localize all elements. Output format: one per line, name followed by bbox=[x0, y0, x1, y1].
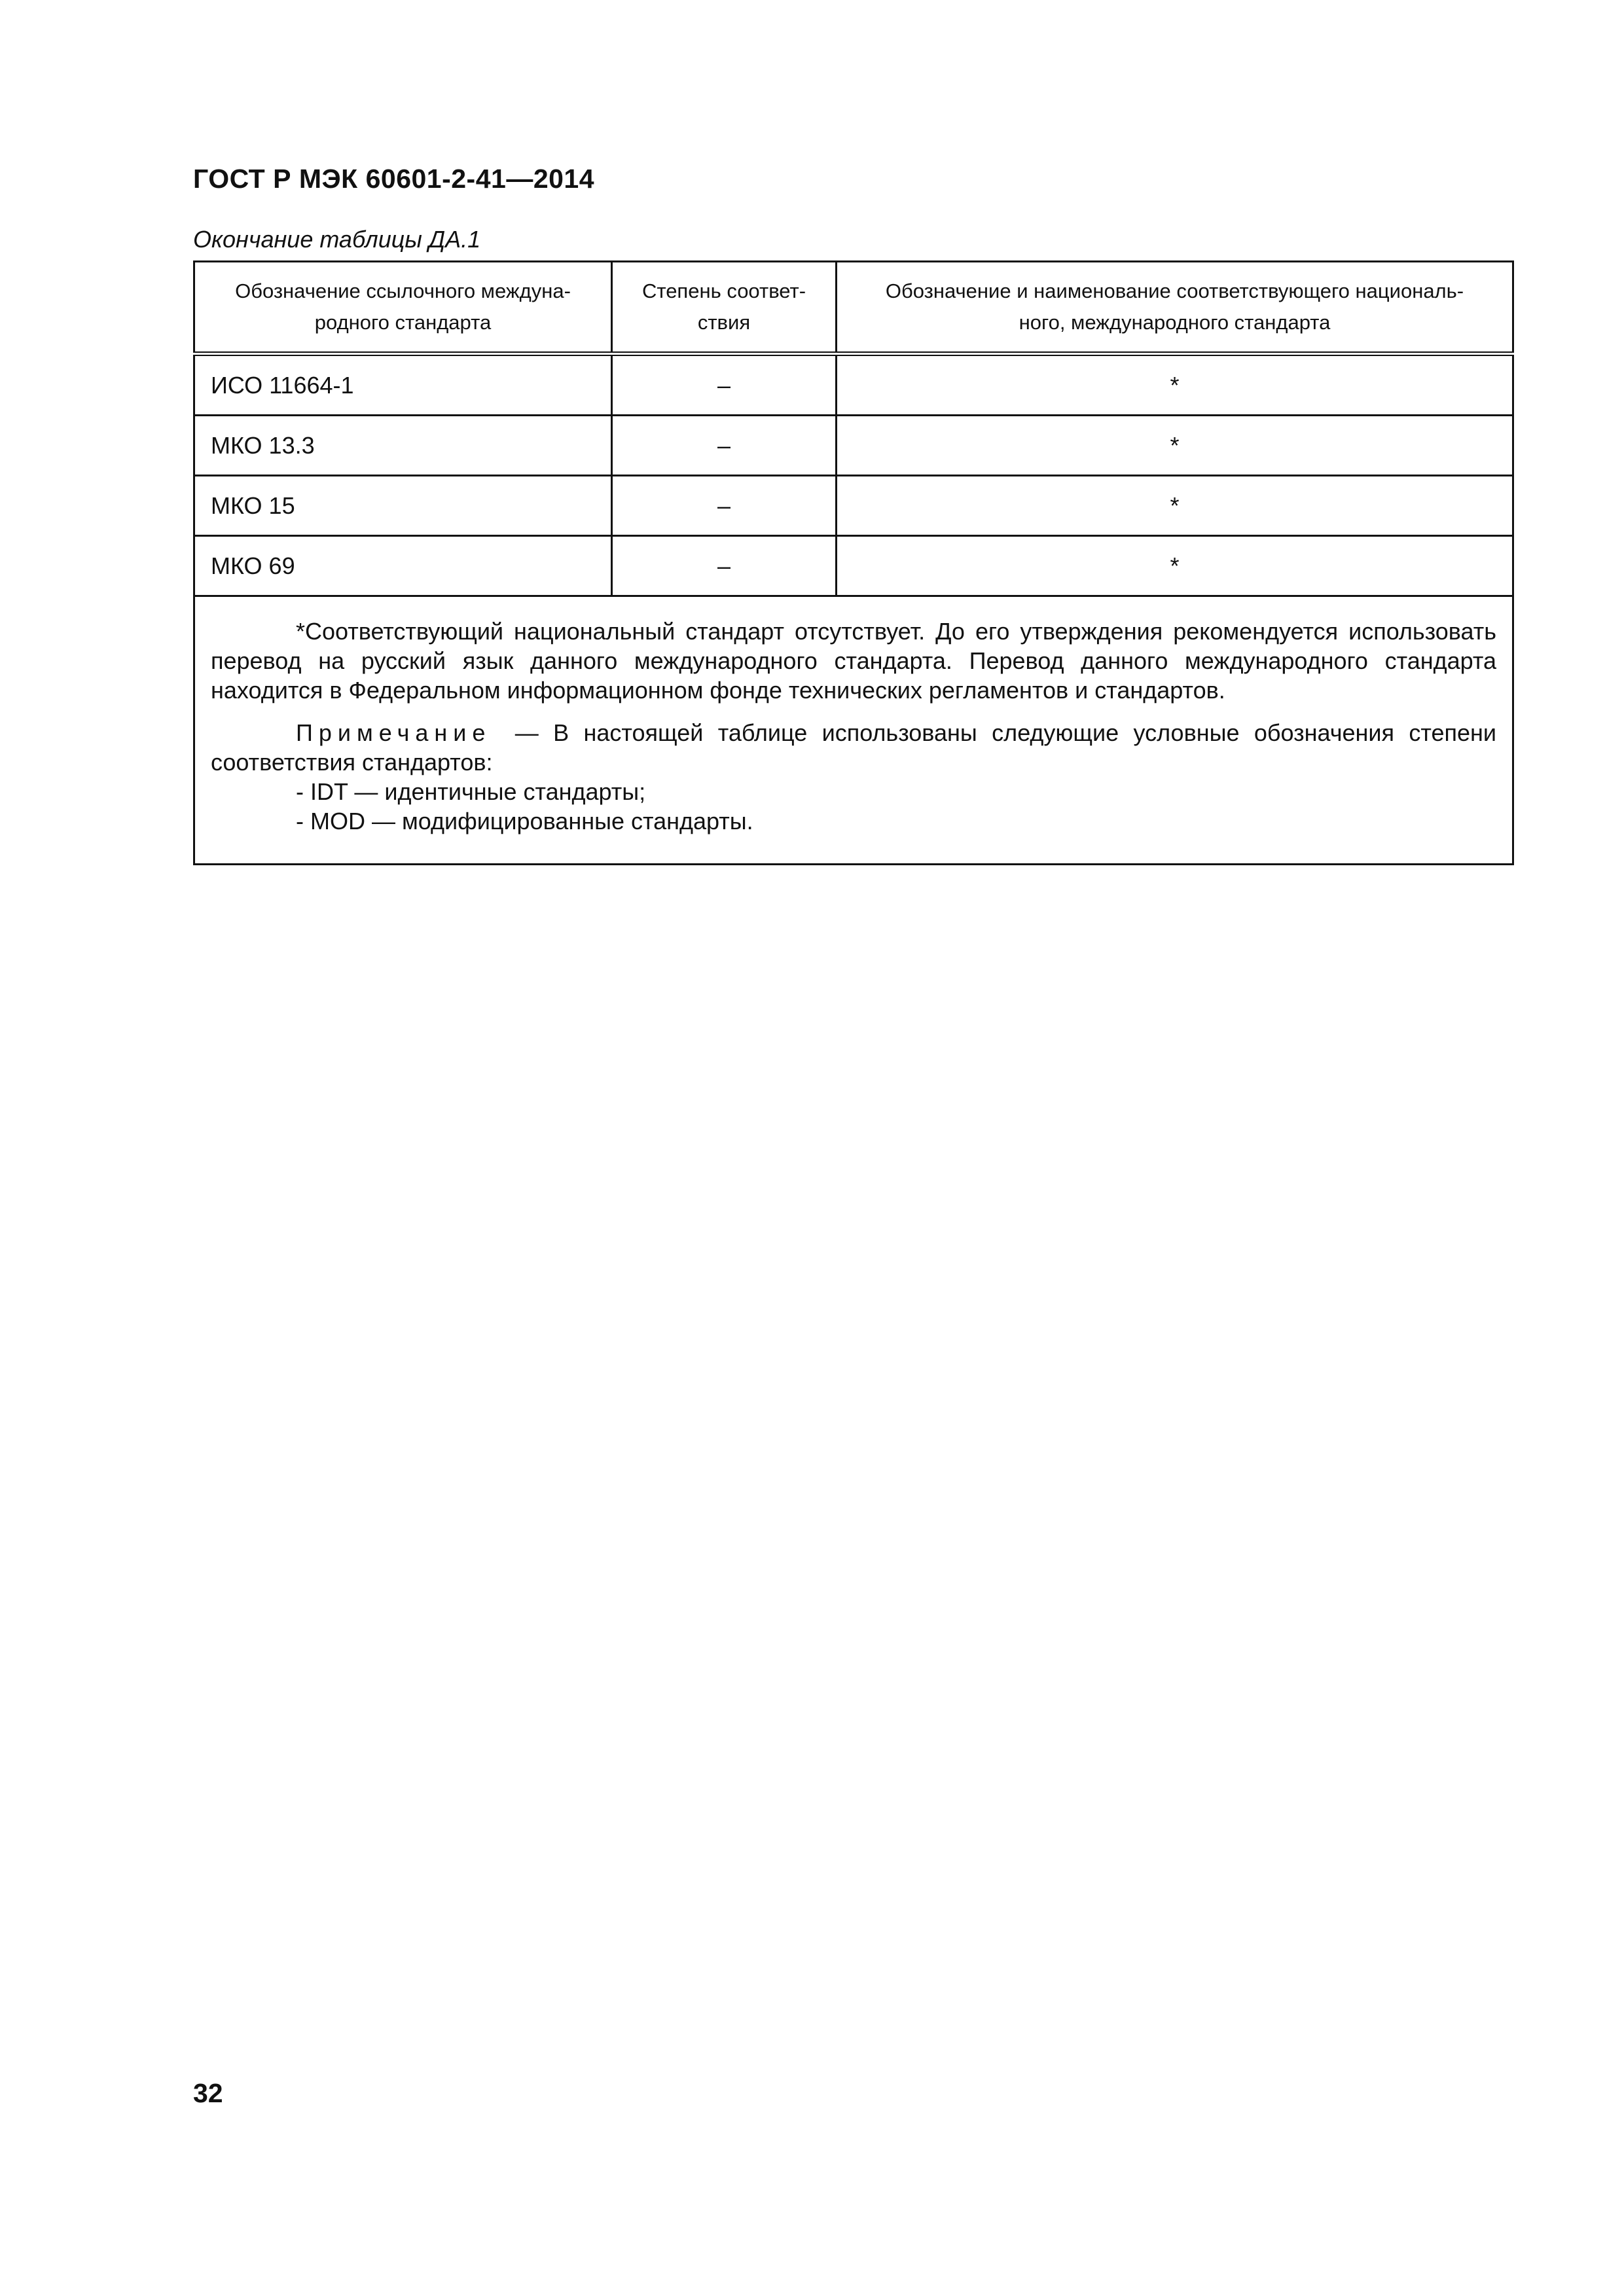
table-row bbox=[194, 416, 1513, 476]
table-notes bbox=[194, 596, 1513, 865]
header-designation: Обозначение ссылочного междуна- родного стандарта bbox=[194, 262, 612, 354]
page-number: 32 bbox=[193, 2078, 223, 2108]
document-header: ГОСТ Р МЭК 60601-2-41—2014 bbox=[193, 164, 595, 194]
cell-designation: МКО 15 bbox=[194, 476, 612, 536]
table-row bbox=[194, 536, 1513, 596]
header-degree: Степень соответ- ствия bbox=[612, 262, 837, 354]
cell-national-standard: * bbox=[837, 354, 1513, 416]
cell-designation: ИСО 11664-1 bbox=[194, 354, 612, 416]
table-notes-row bbox=[194, 596, 1513, 865]
table-header-row bbox=[194, 262, 1513, 354]
note bbox=[211, 718, 1496, 777]
cell-designation: МКО 13.3 bbox=[194, 416, 612, 476]
note-item-mod: - MOD — модифицированные стандарты. bbox=[296, 808, 753, 834]
note-text: — В настоящей таблице использованы следующие условные обозначения степени соответствия стандартов: bbox=[211, 719, 1496, 776]
header-national-standard: Обозначение и наименование соответствующего националь- ного, международного стандарта bbox=[837, 262, 1513, 354]
note-item-idt: - IDT — идентичные стандарты; bbox=[296, 778, 646, 805]
cell-degree: – bbox=[612, 416, 837, 476]
note-label: Примечание bbox=[296, 719, 492, 746]
standards-table bbox=[193, 260, 1514, 865]
table-caption: Окончание таблицы ДА.1 bbox=[193, 226, 481, 253]
cell-degree: – bbox=[612, 476, 837, 536]
cell-degree: – bbox=[612, 354, 837, 416]
cell-degree: – bbox=[612, 536, 837, 596]
cell-national-standard: * bbox=[837, 476, 1513, 536]
table-row bbox=[194, 354, 1513, 416]
cell-designation: МКО 69 bbox=[194, 536, 612, 596]
cell-national-standard: * bbox=[837, 536, 1513, 596]
footnote: *Соответствующий национальный стандарт отсутствует. До его утверждения рекомендуется использовать перевод на русский язык данного международного стандарта. Перевод данного международного стандарта находится в Федеральном информационном фонде технических регламентов и стандартов. bbox=[211, 618, 1496, 704]
cell-national-standard: * bbox=[837, 416, 1513, 476]
table-row bbox=[194, 476, 1513, 536]
